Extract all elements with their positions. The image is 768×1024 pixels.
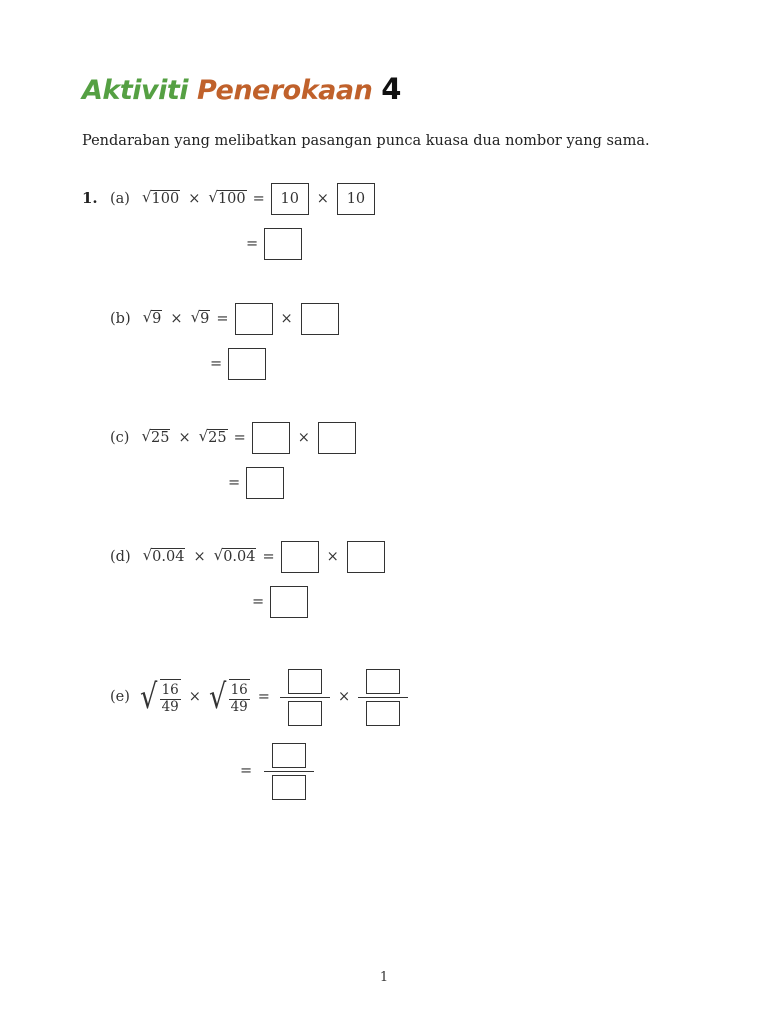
answer-box[interactable] (264, 228, 302, 260)
equals-sign: = (252, 191, 265, 207)
times-sign: × (170, 311, 183, 327)
item-a-row2 (240, 226, 302, 262)
answer-box[interactable] (270, 586, 308, 618)
sqrt-expression: √ 0.04 (142, 546, 185, 566)
item-e-row2 (238, 736, 314, 806)
sqrt-expression: √ 25 (198, 427, 227, 447)
denominator-box[interactable] (288, 701, 322, 726)
answer-box[interactable] (281, 541, 319, 573)
equals-sign: = (252, 594, 265, 610)
numerator-box[interactable] (366, 669, 400, 694)
sqrt-fraction: √ $\frac{16}{49}$ (208, 677, 248, 717)
activity-title (82, 72, 401, 106)
item-b-row1 (110, 301, 339, 337)
equals-sign: = (240, 763, 253, 779)
answer-box[interactable] (301, 303, 339, 335)
answer-box[interactable] (246, 467, 284, 499)
sqrt-expression: √ 100 (208, 188, 246, 208)
item-c-row2 (222, 465, 284, 501)
equals-sign: = (228, 475, 241, 491)
item-c-label: (c) (110, 430, 130, 446)
item-b-label: (b) (110, 311, 131, 327)
question-number: 1. (82, 189, 98, 207)
fraction-answer (264, 743, 314, 800)
item-a-label: (a) (110, 191, 130, 207)
sqrt-expression: √ 0.04 (213, 546, 256, 566)
fraction-answer (358, 669, 408, 726)
answer-box[interactable] (347, 541, 385, 573)
equals-sign: = (216, 311, 229, 327)
times-sign: × (193, 549, 206, 565)
answer-box[interactable] (235, 303, 273, 335)
sqrt-expression: √ 9 (142, 308, 162, 328)
sqrt-expression: √ 100 (141, 188, 180, 208)
page-number: 1 (379, 970, 389, 985)
title-penerokaan: Penerokaan (196, 75, 373, 106)
times-sign: × (188, 689, 201, 705)
sqrt-fraction: √ $\frac{16}{49}$ (139, 677, 179, 717)
times-sign: × (280, 311, 293, 327)
item-b-row2 (204, 346, 266, 382)
equals-sign: = (233, 430, 246, 446)
denominator-box[interactable] (272, 775, 306, 800)
intro-text: Pendaraban yang melibatkan pasangan punca kuasa dua nombor yang sama. (82, 133, 650, 149)
times-sign: × (337, 689, 351, 705)
title-number: 4 (381, 72, 401, 106)
item-a-row1 (110, 181, 375, 217)
denominator-box[interactable] (366, 701, 400, 726)
numerator-box[interactable] (288, 669, 322, 694)
sqrt-expression: √ 9 (190, 308, 210, 328)
answer-box[interactable] (252, 422, 290, 454)
times-sign: × (188, 191, 201, 207)
answer-box[interactable] (318, 422, 356, 454)
sqrt-expression: √ 25 (141, 427, 170, 447)
equals-sign: = (210, 356, 223, 372)
item-d-row2 (246, 584, 308, 620)
answer-box[interactable] (228, 348, 266, 380)
numerator-box[interactable] (272, 743, 306, 768)
equals-sign: = (262, 549, 275, 565)
item-d-row1 (110, 539, 385, 575)
item-d-label: (d) (110, 549, 131, 565)
item-e-label: (e) (110, 689, 130, 705)
fraction-answer (280, 669, 330, 726)
answer-box[interactable]: 10 (337, 183, 375, 215)
title-aktiviti: Aktiviti (82, 75, 189, 106)
times-sign: × (316, 191, 329, 207)
times-sign: × (297, 430, 310, 446)
equals-sign: = (246, 236, 259, 252)
equals-sign: = (257, 689, 270, 705)
item-e-row1 (110, 662, 408, 732)
item-c-row1 (110, 420, 356, 456)
times-sign: × (178, 430, 191, 446)
times-sign: × (326, 549, 339, 565)
answer-box[interactable]: 10 (271, 183, 309, 215)
